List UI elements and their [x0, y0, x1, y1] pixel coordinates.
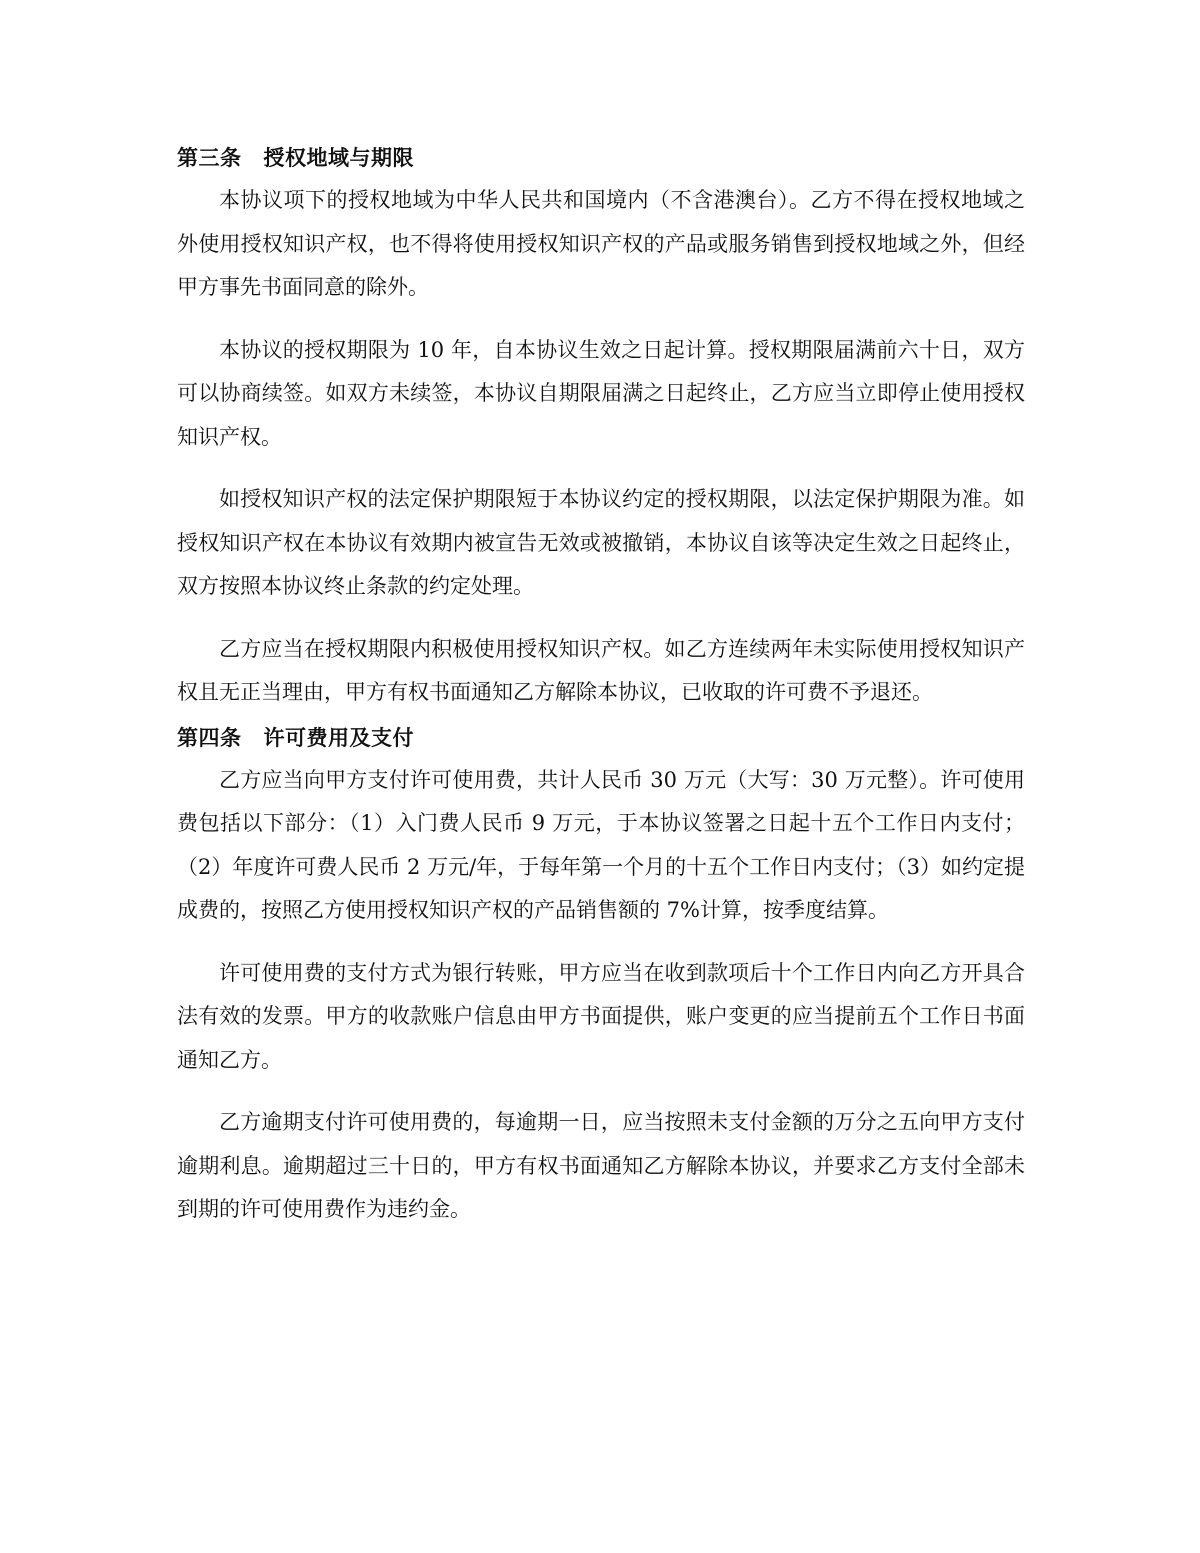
section-heading-3	[177, 139, 1025, 177]
paragraph: 乙方应当在授权期限内积极使用授权知识产权。如乙方连续两年未实际使用授权知识产权且无正当理由，甲方有权书面通知乙方解除本协议，已收取的许可费不予退还。	[177, 636, 1025, 704]
document-page	[177, 139, 1025, 1232]
section-title: 许可费用及支付	[263, 725, 414, 750]
section-title: 授权地域与期限	[263, 146, 414, 170]
section-heading-4	[177, 719, 1025, 757]
paragraph: 本协议的授权期限为 10 年，自本协议生效之日起计算。授权期限届满前六十日，双方可以协商续签。如双方未续签，本协议自期限届满之日起终止，乙方应当立即停止使用授权知识产权。	[177, 337, 1025, 449]
paragraph: 许可使用费的支付方式为银行转账，甲方应当在收到款项后十个工作日内向乙方开具合法有效的发票。甲方的收款账户信息由甲方书面提供，账户变更的应当提前五个工作日书面通知乙方。	[177, 960, 1025, 1072]
paragraph: 乙方逾期支付许可使用费的，每逾期一日，应当按照未支付金额的万分之五向甲方支付逾期利息。逾期超过三十日的，甲方有权书面通知乙方解除本协议，并要求乙方支付全部未到期的许可使用费作为违约金。	[177, 1110, 1025, 1221]
section-number: 第三条	[177, 146, 242, 170]
paragraph: 乙方应当向甲方支付许可使用费，共计人民币 30 万元（大写：30 万元整）。许可使用费包括以下部分：（1）入门费人民币 9 万元，于本协议签署之日起十五个工作日内支付；（2）年度许可费人民币 2 万元/年，于每年第一个月的十五个工作日内支付；（3）如约定提成费的，按照乙方使用授权知识产权的产品销售额的 7%计算，按季度结算。	[177, 767, 1026, 922]
paragraph: 本协议项下的授权地域为中华人民共和国境内（不含港澳台）。乙方不得在授权地域之外使用授权知识产权，也不得将使用授权知识产权的产品或服务销售到授权地域之外，但经甲方事先书面同意的除外。	[177, 188, 1025, 299]
paragraph: 如授权知识产权的法定保护期限短于本协议约定的授权期限，以法定保护期限为准。如授权知识产权在本协议有效期内被宣告无效或被撤销，本协议自该等决定生效之日起终止，双方按照本协议终止条款的约定处理。	[177, 487, 1025, 598]
section-number: 第四条	[177, 725, 242, 750]
